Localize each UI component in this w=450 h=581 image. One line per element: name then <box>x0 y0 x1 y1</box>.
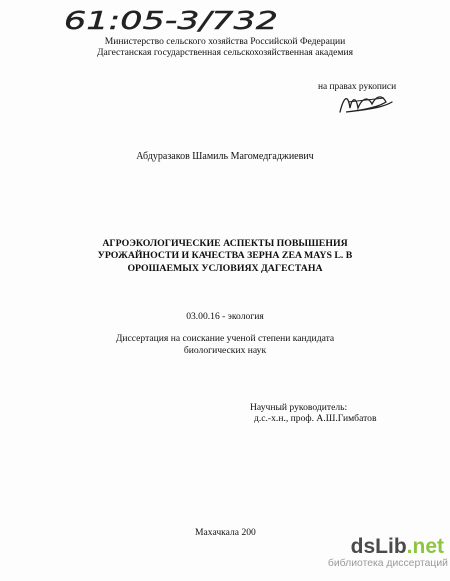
svg-text:dsLib.net <box>351 535 444 558</box>
thesis-title-line: АГРОЭКОЛОГИЧЕСКИЕ АСПЕКТЫ ПОВЫШЕНИЯ <box>102 238 348 249</box>
manuscript-rights-label: на правах рукописи <box>318 82 397 92</box>
specialty-code: 03.00.16 - экология <box>186 311 264 322</box>
author-name: Абдуразаков Шамиль Магомедгаджиевич <box>136 151 314 162</box>
dslib-caption: библиотека диссертаций <box>327 558 448 569</box>
degree-statement <box>0 333 450 356</box>
supervisor-name: д.с.-х.н., проф. А.Ш.Гимбатов <box>254 413 377 425</box>
degree-statement-line: биологических наук <box>183 344 267 356</box>
supervisor-block <box>250 402 430 425</box>
thesis-title <box>60 238 390 275</box>
thesis-title-line: УРОЖАЙНОСТИ И КАЧЕСТВА ЗЕРНА ZEA MAYS L. В <box>97 250 353 262</box>
academy-name: Дагестанская государственная сельскохозяйственная академия <box>96 47 354 58</box>
handwritten-signature <box>336 90 396 116</box>
signature-mark <box>336 90 396 116</box>
handwritten-number-text: 61:05-3/732 <box>64 6 278 34</box>
institution-header <box>0 36 450 58</box>
thesis-title-line: ОРОШАЕМЫХ УСЛОВИЯХ ДАГЕСТАНА <box>127 262 323 274</box>
supervisor-label: Научный руководитель: <box>250 402 348 413</box>
city-year: Махачкала 200 <box>195 527 256 538</box>
dslib-logo[interactable] <box>346 532 446 558</box>
ministry-name: Министерство сельского хозяйства Российской Федерации <box>104 36 346 47</box>
handwritten-catalog-number <box>62 6 292 34</box>
degree-statement-line: Диссертация на соискание ученой степени кандидата <box>115 333 335 344</box>
logo-light-text: .net <box>406 535 444 558</box>
logo-dark-text: dsLib <box>350 535 407 558</box>
